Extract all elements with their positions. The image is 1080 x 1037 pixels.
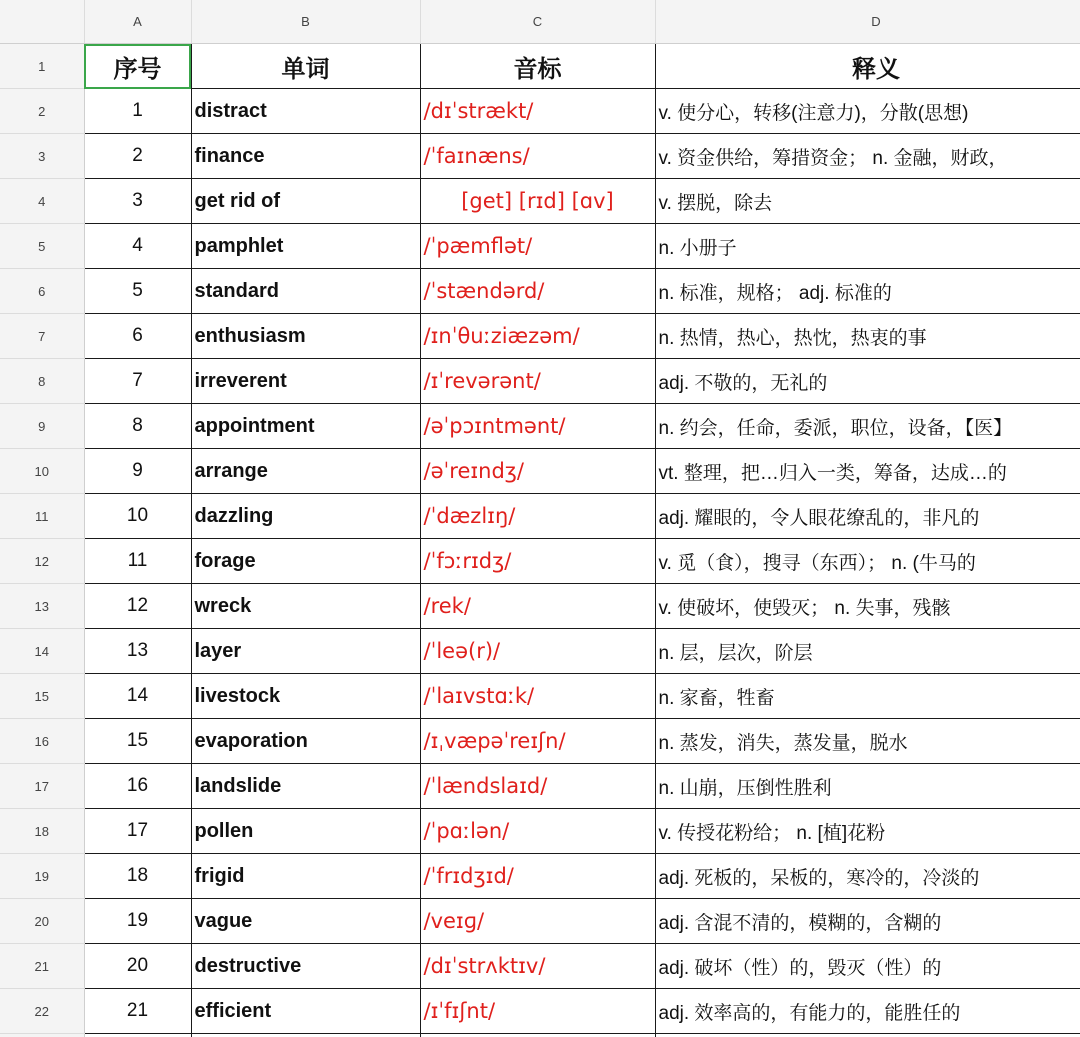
row-header[interactable]: 9 bbox=[0, 404, 84, 449]
meaning-cell[interactable]: v. 资金供给，筹措资金； n. 金融，财政， bbox=[655, 134, 1080, 179]
meaning-cell[interactable]: adj. 效率高的，有能力的，能胜任的 bbox=[655, 989, 1080, 1034]
meaning-cell[interactable]: v. 觅（食），搜寻（东西）； n. (牛马的 bbox=[655, 539, 1080, 584]
word-cell[interactable]: landslide bbox=[191, 764, 420, 809]
column-header-d[interactable]: D bbox=[655, 0, 1080, 44]
meaning-cell[interactable]: adj. 耀眼的，令人眼花缭乱的，非凡的 bbox=[655, 494, 1080, 539]
index-cell[interactable]: 2 bbox=[84, 134, 191, 179]
phonetic-cell[interactable]: [get] [rɪd] [ɑv] bbox=[420, 179, 655, 224]
phonetic-cell[interactable]: /dɪˈstrækt/ bbox=[420, 89, 655, 134]
word-cell[interactable]: enthusiasm bbox=[191, 314, 420, 359]
index-cell[interactable]: 21 bbox=[84, 989, 191, 1034]
word-cell[interactable]: forage bbox=[191, 539, 420, 584]
meaning-cell[interactable]: adj. 不敬的，无礼的 bbox=[655, 359, 1080, 404]
table-row bbox=[0, 989, 1080, 1034]
word-cell[interactable]: frigid bbox=[191, 854, 420, 899]
table-row bbox=[0, 494, 1080, 539]
select-all-corner[interactable] bbox=[0, 0, 84, 44]
column-header-row bbox=[0, 0, 1080, 44]
column-header-b[interactable]: B bbox=[191, 0, 420, 44]
index-cell[interactable]: 14 bbox=[84, 674, 191, 719]
row-header[interactable]: 1 bbox=[0, 44, 84, 89]
index-cell[interactable]: 7 bbox=[84, 359, 191, 404]
word-cell[interactable]: distract bbox=[191, 89, 420, 134]
table-header-row bbox=[0, 44, 1080, 89]
row-header[interactable]: 8 bbox=[0, 359, 84, 404]
table-row bbox=[0, 854, 1080, 899]
phonetic-cell[interactable]: /ɪnˈθuːziæzəm/ bbox=[420, 314, 655, 359]
row-header[interactable]: 11 bbox=[0, 494, 84, 539]
table-row bbox=[0, 899, 1080, 944]
phonetic-cell[interactable]: /ˈpɑːlən/ bbox=[420, 809, 655, 854]
word-cell[interactable]: pollen bbox=[191, 809, 420, 854]
word-cell[interactable]: pamphlet bbox=[191, 224, 420, 269]
phonetic-cell[interactable]: /ˈlaɪvstɑːk/ bbox=[420, 674, 655, 719]
table-row bbox=[0, 584, 1080, 629]
word-cell[interactable]: vague bbox=[191, 899, 420, 944]
meaning-cell[interactable]: adj. 含混不清的，模糊的，含糊的 bbox=[655, 899, 1080, 944]
row-header[interactable]: 12 bbox=[0, 539, 84, 584]
index-cell[interactable]: 10 bbox=[84, 494, 191, 539]
index-cell[interactable]: 17 bbox=[84, 809, 191, 854]
phonetic-cell[interactable]: /ˈlændslaɪd/ bbox=[420, 764, 655, 809]
table-row bbox=[0, 674, 1080, 719]
meaning-cell[interactable]: n. 家畜，牲畜 bbox=[655, 674, 1080, 719]
row-header[interactable]: 6 bbox=[0, 269, 84, 314]
row-header[interactable]: 21 bbox=[0, 944, 84, 989]
phonetic-cell[interactable]: /rek/ bbox=[420, 584, 655, 629]
table-row bbox=[0, 359, 1080, 404]
index-cell[interactable]: 16 bbox=[84, 764, 191, 809]
word-cell[interactable]: evaporation bbox=[191, 719, 420, 764]
phonetic-cell[interactable]: /dɪˈstrʌktɪv/ bbox=[420, 944, 655, 989]
phonetic-cell[interactable]: /ɪˈfɪʃnt/ bbox=[420, 989, 655, 1034]
column-header-c[interactable]: C bbox=[420, 0, 655, 44]
row-header[interactable]: 18 bbox=[0, 809, 84, 854]
header-cell-index[interactable]: 序号 bbox=[84, 44, 191, 89]
index-cell[interactable]: 18 bbox=[84, 854, 191, 899]
table-row bbox=[0, 134, 1080, 179]
table-row bbox=[0, 224, 1080, 269]
table-row bbox=[0, 89, 1080, 134]
meaning-cell[interactable]: n. 层，层次，阶层 bbox=[655, 629, 1080, 674]
phonetic-cell[interactable]: /əˈpɔɪntmənt/ bbox=[420, 404, 655, 449]
row-header[interactable]: 13 bbox=[0, 584, 84, 629]
meaning-cell[interactable]: adj. 破坏（性）的，毁灭（性）的 bbox=[655, 944, 1080, 989]
row-header[interactable]: 5 bbox=[0, 224, 84, 269]
table-row bbox=[0, 1034, 1080, 1037]
index-cell[interactable]: 3 bbox=[84, 179, 191, 224]
word-cell[interactable]: standard bbox=[191, 269, 420, 314]
word-cell[interactable]: irreverent bbox=[191, 359, 420, 404]
index-cell[interactable]: 8 bbox=[84, 404, 191, 449]
table-row bbox=[0, 449, 1080, 494]
table-row bbox=[0, 314, 1080, 359]
row-header[interactable]: 7 bbox=[0, 314, 84, 359]
header-cell-word[interactable]: 单词 bbox=[191, 44, 420, 89]
meaning-cell[interactable]: n. 小册子 bbox=[655, 224, 1080, 269]
meaning-cell[interactable]: n. 热情，热心，热忱，热衷的事 bbox=[655, 314, 1080, 359]
phonetic-cell[interactable]: /veɪɡ/ bbox=[420, 899, 655, 944]
meaning-cell[interactable]: adj. 死板的，呆板的，寒冷的，冷淡的 bbox=[655, 854, 1080, 899]
meaning-cell[interactable]: v. 使破坏，使毁灭； n. 失事，残骸 bbox=[655, 584, 1080, 629]
table-row bbox=[0, 629, 1080, 674]
row-header[interactable]: 16 bbox=[0, 719, 84, 764]
word-cell[interactable]: layer bbox=[191, 629, 420, 674]
phonetic-cell[interactable]: /ˈleə(r)/ bbox=[420, 629, 655, 674]
index-cell[interactable]: 11 bbox=[84, 539, 191, 584]
row-header[interactable] bbox=[0, 1034, 84, 1037]
table-row bbox=[0, 539, 1080, 584]
row-header[interactable]: 15 bbox=[0, 674, 84, 719]
index-cell[interactable]: 9 bbox=[84, 449, 191, 494]
column-header-a[interactable]: A bbox=[84, 0, 191, 44]
word-cell[interactable]: finance bbox=[191, 134, 420, 179]
phonetic-cell[interactable]: /ɪˈrevərənt/ bbox=[420, 359, 655, 404]
word-cell[interactable]: efficient bbox=[191, 989, 420, 1034]
index-cell[interactable]: 5 bbox=[84, 269, 191, 314]
index-cell[interactable]: 20 bbox=[84, 944, 191, 989]
word-cell[interactable]: destructive bbox=[191, 944, 420, 989]
row-header[interactable]: 4 bbox=[0, 179, 84, 224]
phonetic-cell[interactable]: /ˈfɔːrɪdʒ/ bbox=[420, 539, 655, 584]
word-cell[interactable]: wreck bbox=[191, 584, 420, 629]
phonetic-cell[interactable]: /ˈstændərd/ bbox=[420, 269, 655, 314]
meaning-cell[interactable]: n. 蒸发，消失，蒸发量，脱水 bbox=[655, 719, 1080, 764]
index-cell[interactable]: 15 bbox=[84, 719, 191, 764]
empty-cell[interactable] bbox=[420, 1034, 655, 1037]
index-cell[interactable]: 4 bbox=[84, 224, 191, 269]
word-cell[interactable]: appointment bbox=[191, 404, 420, 449]
meaning-cell[interactable]: n. 标准，规格； adj. 标准的 bbox=[655, 269, 1080, 314]
table-row bbox=[0, 809, 1080, 854]
phonetic-cell[interactable]: /ˈdæzlɪŋ/ bbox=[420, 494, 655, 539]
phonetic-cell[interactable]: /ˈpæmflət/ bbox=[420, 224, 655, 269]
word-cell[interactable]: arrange bbox=[191, 449, 420, 494]
index-cell[interactable]: 19 bbox=[84, 899, 191, 944]
word-cell[interactable]: get rid of bbox=[191, 179, 420, 224]
meaning-cell[interactable]: v. 传授花粉给； n. [植]花粉 bbox=[655, 809, 1080, 854]
meaning-cell[interactable]: n. 山崩，压倒性胜利 bbox=[655, 764, 1080, 809]
row-header[interactable]: 19 bbox=[0, 854, 84, 899]
table-row bbox=[0, 269, 1080, 314]
meaning-cell[interactable]: n. 约会，任命，委派，职位，设备，【医】 bbox=[655, 404, 1080, 449]
phonetic-cell[interactable]: /ɪˌvæpəˈreɪʃn/ bbox=[420, 719, 655, 764]
header-cell-phonetic[interactable]: 音标 bbox=[420, 44, 655, 89]
row-header[interactable]: 22 bbox=[0, 989, 84, 1034]
meaning-cell[interactable]: v. 使分心，转移(注意力)，分散(思想) bbox=[655, 89, 1080, 134]
table-row bbox=[0, 179, 1080, 224]
header-cell-meaning[interactable]: 释义 bbox=[655, 44, 1080, 89]
empty-cell[interactable] bbox=[655, 1034, 1080, 1037]
table-row bbox=[0, 764, 1080, 809]
meaning-cell[interactable]: vt. 整理，把…归入一类，筹备，达成…的 bbox=[655, 449, 1080, 494]
index-cell[interactable]: 1 bbox=[84, 89, 191, 134]
row-header[interactable]: 10 bbox=[0, 449, 84, 494]
table-row bbox=[0, 944, 1080, 989]
table-row bbox=[0, 719, 1080, 764]
phonetic-cell[interactable]: /ˈfaɪnæns/ bbox=[420, 134, 655, 179]
phonetic-cell[interactable]: /əˈreɪndʒ/ bbox=[420, 449, 655, 494]
phonetic-cell[interactable]: /ˈfrɪdʒɪd/ bbox=[420, 854, 655, 899]
index-cell[interactable]: 12 bbox=[84, 584, 191, 629]
index-cell[interactable]: 13 bbox=[84, 629, 191, 674]
row-header[interactable]: 14 bbox=[0, 629, 84, 674]
row-header[interactable]: 3 bbox=[0, 134, 84, 179]
empty-cell[interactable] bbox=[191, 1034, 420, 1037]
table-row bbox=[0, 404, 1080, 449]
row-header[interactable]: 20 bbox=[0, 899, 84, 944]
row-header[interactable]: 2 bbox=[0, 89, 84, 134]
index-cell[interactable]: 6 bbox=[84, 314, 191, 359]
empty-cell[interactable] bbox=[84, 1034, 191, 1037]
word-cell[interactable]: dazzling bbox=[191, 494, 420, 539]
meaning-cell[interactable]: v. 摆脱，除去 bbox=[655, 179, 1080, 224]
row-header[interactable]: 17 bbox=[0, 764, 84, 809]
word-cell[interactable]: livestock bbox=[191, 674, 420, 719]
